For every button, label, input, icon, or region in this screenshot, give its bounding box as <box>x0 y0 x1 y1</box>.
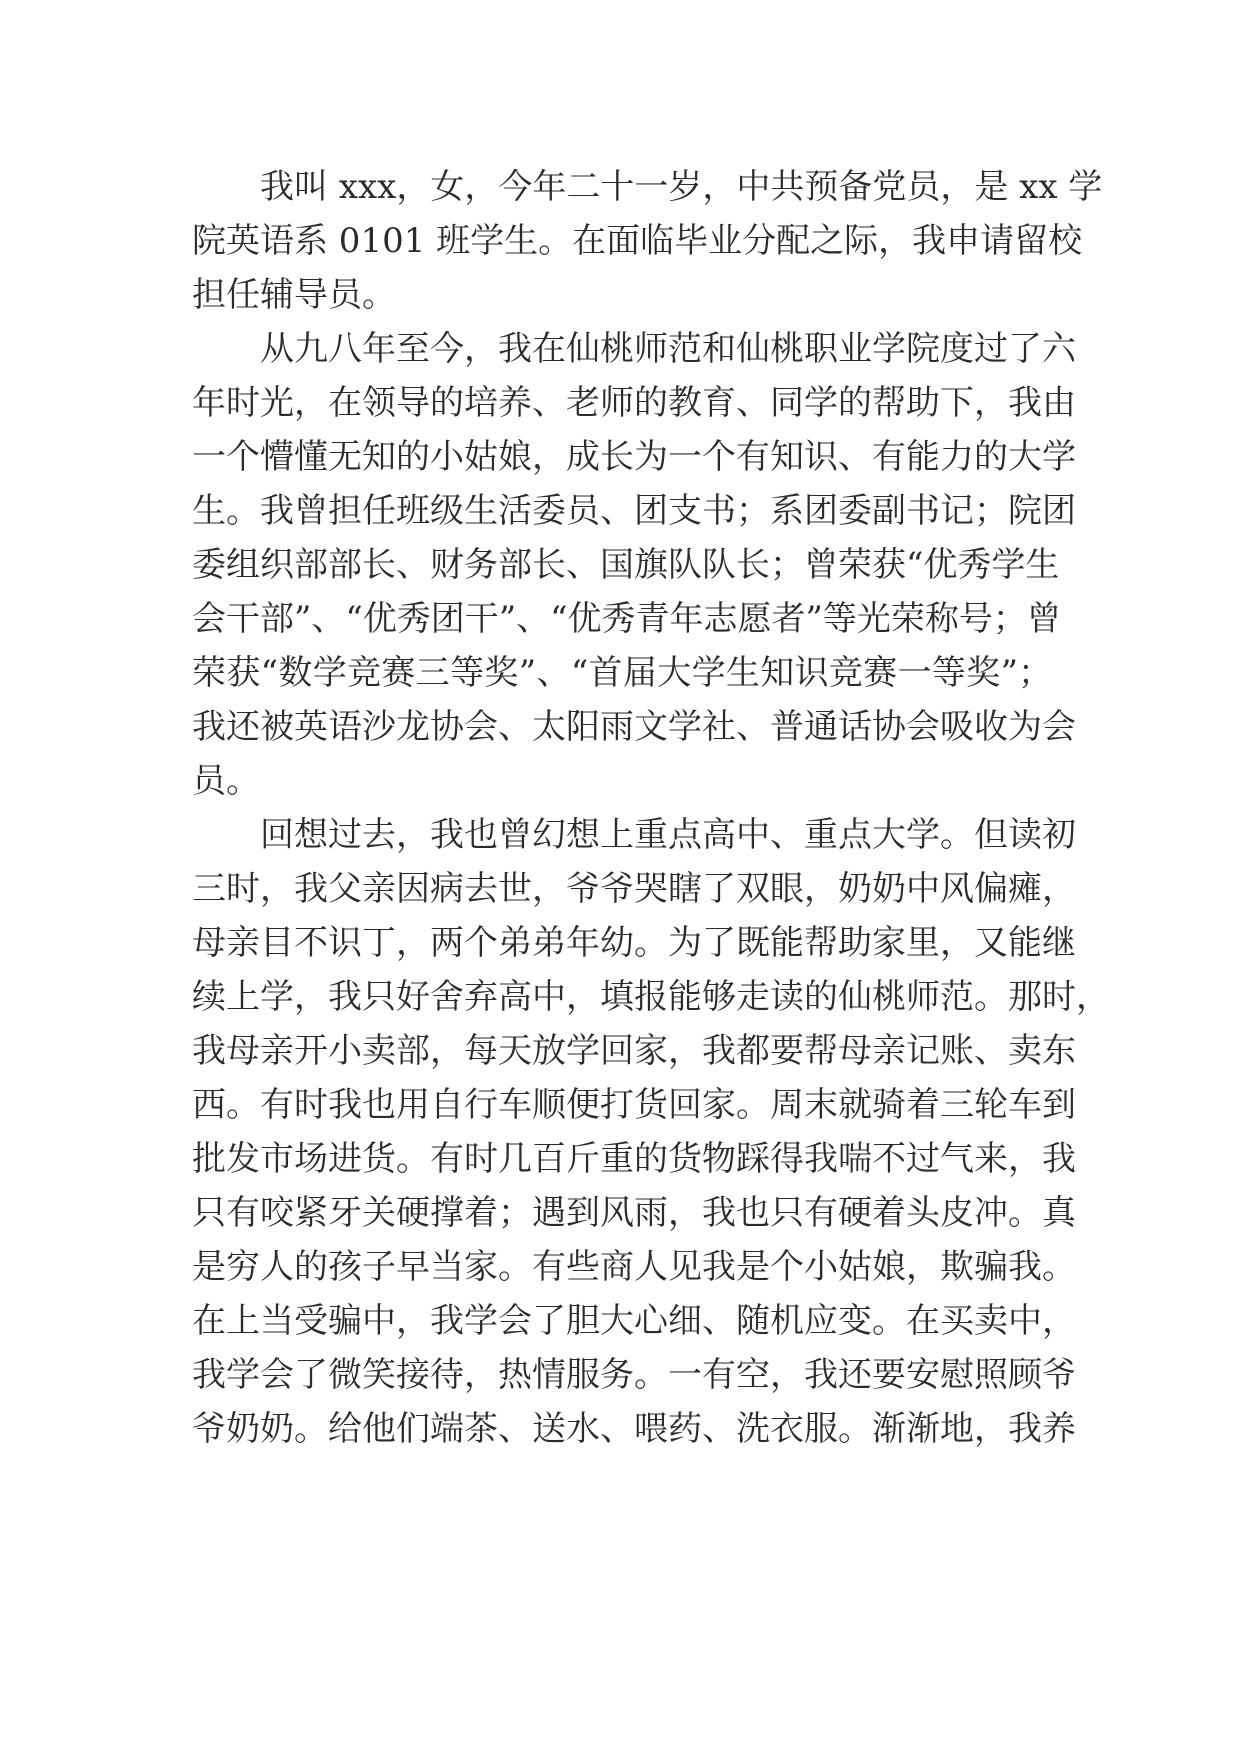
text-line: 回想过去，我也曾幻想上重点高中、重点大学。但读初 <box>260 815 1076 855</box>
text-line: 从九八年至今，我在仙桃师范和仙桃职业学院度过了六 <box>260 329 1076 369</box>
text-line: 续上学，我只好舍弃高中，填报能够走读的仙桃师范。那时， <box>192 977 1110 1017</box>
text-line: 生。我曾担任班级生活委员、团支书；系团委副书记；院团 <box>192 491 1076 531</box>
paragraph-3 <box>192 808 1110 1456</box>
paragraph-2 <box>192 322 1076 808</box>
text-line: 我母亲开小卖部，每天放学回家，我都要帮母亲记账、卖东 <box>192 1031 1076 1071</box>
text-line: 只有咬紧牙关硬撑着；遇到风雨，我也只有硬着头皮冲。真 <box>192 1193 1076 1233</box>
text-line: 爷奶奶。给他们端茶、送水、喂药、洗衣服。渐渐地，我养 <box>192 1409 1076 1449</box>
text-line: 担任辅导员。 <box>192 275 396 315</box>
paragraph-1 <box>192 160 1103 322</box>
text-line: 我叫 xxx，女，今年二十一岁，中共预备党员，是 xx 学 <box>260 167 1103 207</box>
text-line: 一个懵懂无知的小姑娘，成长为一个有知识、有能力的大学 <box>192 437 1076 477</box>
text-line: 年时光，在领导的培养、老师的教育、同学的帮助下，我由 <box>192 383 1076 423</box>
text-line: 三时，我父亲因病去世，爷爷哭瞎了双眼，奶奶中风偏瘫， <box>192 869 1076 909</box>
text-line: 在上当受骗中，我学会了胆大心细、随机应变。在买卖中， <box>192 1301 1076 1341</box>
text-line: 是穷人的孩子早当家。有些商人见我是个小姑娘，欺骗我。 <box>192 1247 1076 1287</box>
text-line: 荣获“数学竞赛三等奖”、“首届大学生知识竞赛一等奖”； <box>192 653 1052 693</box>
body-text <box>192 160 1110 1456</box>
text-line: 委组织部部长、财务部长、国旗队队长；曾荣获“优秀学生 <box>192 545 1060 585</box>
text-line: 员。 <box>192 761 260 801</box>
text-line: 我学会了微笑接待，热情服务。一有空，我还要安慰照顾爷 <box>192 1355 1076 1395</box>
text-line: 批发市场进货。有时几百斤重的货物踩得我喘不过气来，我 <box>192 1139 1076 1179</box>
text-line: 母亲目不识丁，两个弟弟年幼。为了既能帮助家里，又能继 <box>192 923 1076 963</box>
text-line: 西。有时我也用自行车顺便打货回家。周末就骑着三轮车到 <box>192 1085 1076 1125</box>
text-line: 院英语系 0101 班学生。在面临毕业分配之际，我申请留校 <box>192 221 1083 261</box>
text-line: 我还被英语沙龙协会、太阳雨文学社、普通话协会吸收为会 <box>192 707 1076 747</box>
text-line: 会干部”、“优秀团干”、“优秀青年志愿者”等光荣称号；曾 <box>192 599 1061 639</box>
